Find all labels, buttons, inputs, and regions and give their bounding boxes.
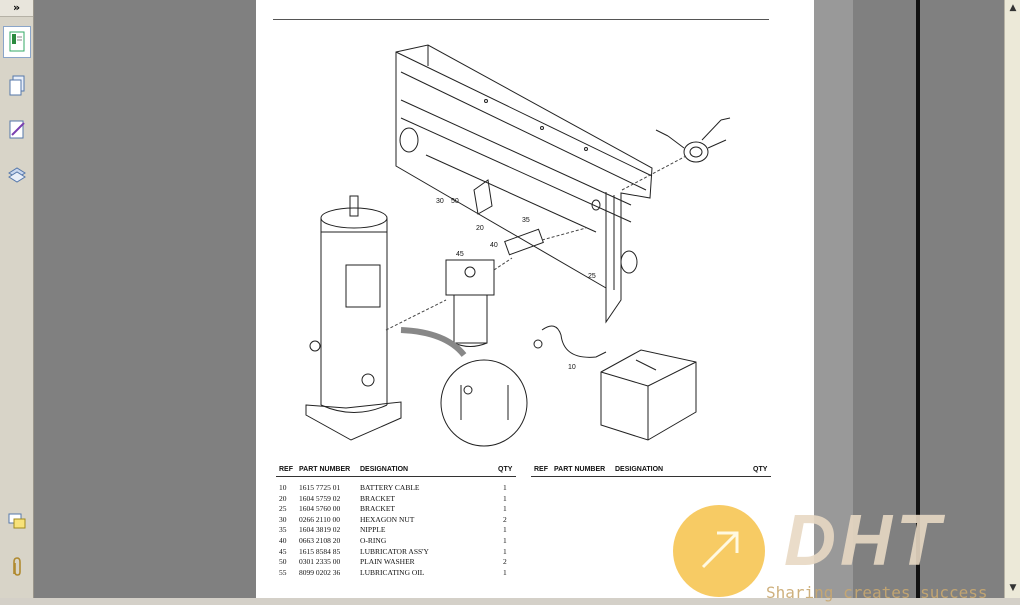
- watermark-slogan: Sharing creates success: [766, 583, 988, 602]
- ref-cell: 50: [279, 557, 287, 567]
- signatures-button[interactable]: [3, 114, 31, 146]
- qty-cell: 1: [503, 567, 507, 577]
- qty-cell: 1: [503, 536, 507, 545]
- part-number-cell: 0663 2108 20: [299, 536, 341, 545]
- lubricator: [446, 260, 494, 347]
- part-number-cell: 0266 2110 00: [299, 514, 340, 524]
- part-number-cell: 1615 7725 01: [299, 483, 341, 492]
- scroll-up-button[interactable]: ▲: [1009, 3, 1017, 13]
- callout-35: 35: [522, 217, 530, 224]
- collapse-panel-button[interactable]: »: [0, 0, 33, 17]
- part-number-cell: 1615 8584 85: [299, 546, 341, 556]
- ref-cell: 10: [279, 483, 287, 492]
- designation-cell: HEXAGON NUT: [360, 514, 415, 524]
- valve-assembly: [656, 118, 730, 162]
- arrow-icon: [673, 505, 765, 597]
- col-part-number: PART NUMBER: [299, 466, 351, 473]
- designation-cell: BRACKET: [360, 504, 396, 514]
- ref-cell: 35: [279, 525, 287, 535]
- comments-button[interactable]: [3, 506, 31, 538]
- designation-cell: BATTERY CABLE: [360, 483, 420, 492]
- part-number-cell: 1604 5759 02: [299, 493, 341, 503]
- attachments-icon: [7, 556, 27, 578]
- watermark-logo: [673, 505, 765, 597]
- attachments-button[interactable]: [3, 551, 31, 583]
- col-part-number: PART NUMBER: [554, 466, 606, 473]
- battery-cable: [542, 326, 606, 357]
- col-designation: DESIGNATION: [360, 466, 409, 473]
- designation-cell: NIPPLE: [360, 525, 386, 535]
- designation-cell: LUBRICATOR ASS'Y: [360, 546, 429, 556]
- callout-40: 40: [490, 242, 498, 249]
- pages-button[interactable]: [3, 70, 31, 102]
- callout-45: 45: [456, 251, 464, 258]
- col-ref: REF: [279, 466, 293, 473]
- col-designation: DESIGNATION: [615, 466, 664, 473]
- ref-cell: 45: [279, 546, 287, 556]
- designation-cell: BRACKET: [360, 493, 396, 503]
- receiver-tank: [306, 196, 401, 440]
- callout-30: 30: [436, 198, 444, 205]
- detail-callout: [401, 330, 527, 446]
- part-number-cell: 0301 2335 00: [299, 557, 341, 567]
- vertical-scrollbar[interactable]: [1004, 0, 1020, 598]
- watermark-brand: DHT: [784, 501, 944, 581]
- comments-icon: [7, 511, 27, 533]
- col-qty: QTY: [753, 466, 768, 473]
- parts-table-left: [276, 466, 516, 581]
- callout-50: 50: [451, 198, 459, 205]
- qty-cell: 1: [503, 483, 507, 492]
- signatures-icon: [7, 119, 27, 141]
- layers-icon: [7, 163, 27, 185]
- ref-cell: 25: [279, 504, 287, 514]
- part-number-cell: 1604 3819 02: [299, 525, 341, 535]
- callout-25: 25: [588, 273, 596, 280]
- ref-cell: 40: [279, 536, 287, 545]
- pages-icon: [7, 75, 27, 97]
- scroll-down-button[interactable]: ▼: [1009, 583, 1017, 593]
- layers-button[interactable]: [3, 158, 31, 190]
- bookmarks-icon: [7, 31, 27, 53]
- qty-cell: 2: [503, 557, 507, 567]
- battery: [601, 350, 696, 440]
- designation-cell: LUBRICATING OIL: [360, 567, 425, 577]
- callout-10: 10: [568, 364, 576, 371]
- support-frame: [396, 45, 652, 322]
- navigation-panel: [0, 0, 34, 605]
- ref-cell: 30: [279, 514, 287, 524]
- ref-cell: 20: [279, 493, 287, 503]
- callout-20: 20: [476, 225, 484, 232]
- qty-cell: 1: [503, 504, 507, 514]
- designation-cell: PLAIN WASHER: [360, 557, 415, 567]
- qty-cell: 1: [503, 525, 507, 535]
- col-qty: QTY: [498, 466, 513, 473]
- col-ref: REF: [534, 466, 548, 473]
- parts-table-right: [531, 466, 771, 486]
- part-number-cell: 1604 5760 00: [299, 504, 341, 514]
- qty-cell: 1: [503, 493, 507, 503]
- ref-cell: 55: [279, 567, 287, 577]
- qty-cell: 1: [503, 546, 507, 556]
- part-number-cell: 8099 0202 36: [299, 567, 341, 577]
- qty-cell: 2: [503, 514, 507, 524]
- designation-cell: O-RING: [360, 536, 387, 545]
- bookmarks-button[interactable]: [3, 26, 31, 58]
- parts-diagram: [256, 0, 814, 460]
